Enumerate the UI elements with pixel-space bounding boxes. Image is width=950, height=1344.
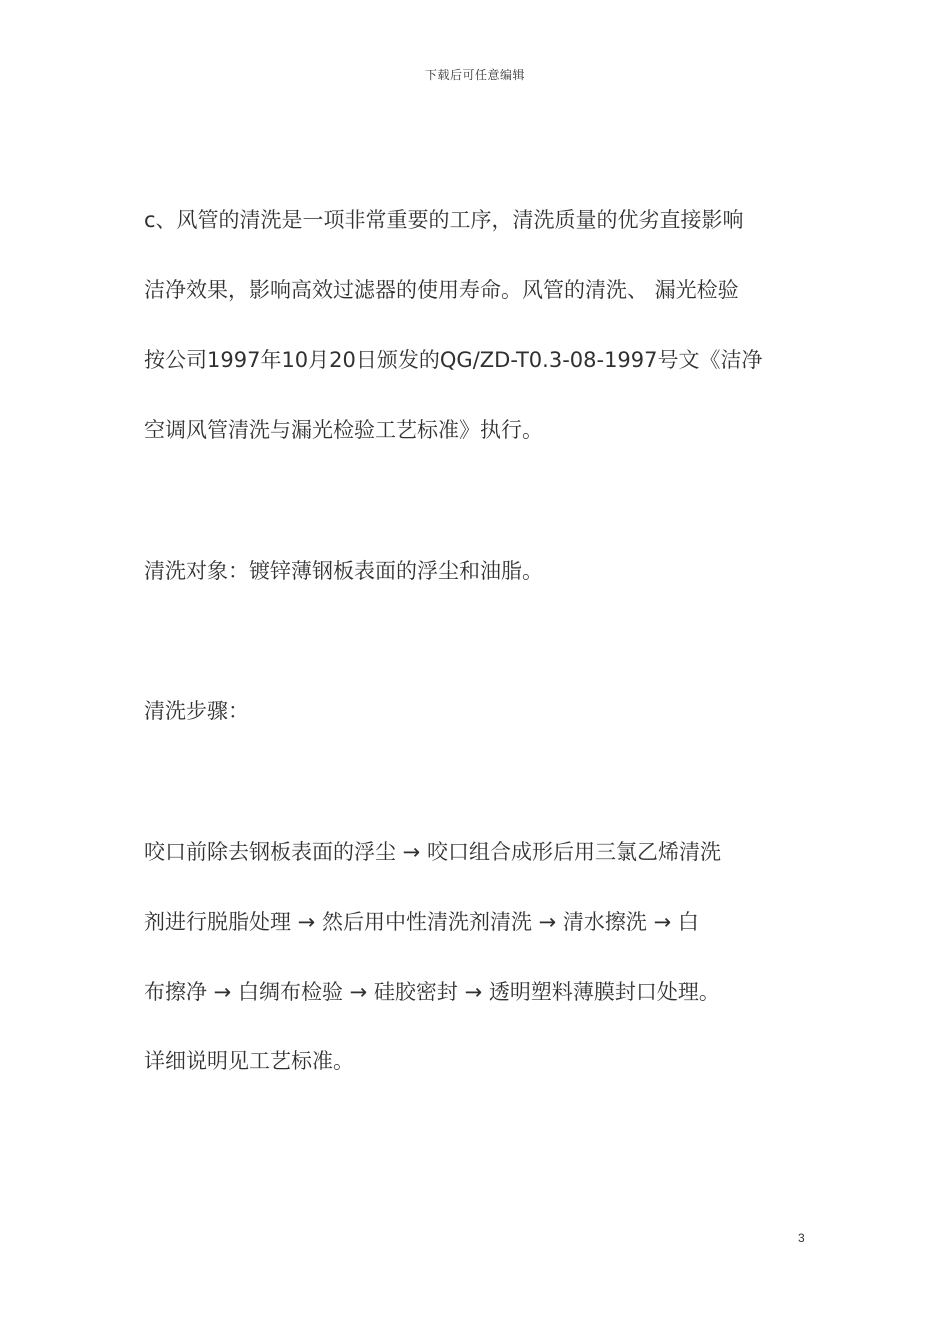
cleaning-steps-line-3: 布擦净 → 白绸布检验 → 硅胶密封 → 透明塑料薄膜封口处理。	[144, 980, 720, 1004]
cleaning-steps-line-2: 剂进行脱脂处理 → 然后用中性清洗剂清洗 → 清水擦洗 → 白	[144, 910, 699, 934]
cleaning-steps-line-4: 详细说明见工艺标准。	[144, 1049, 354, 1073]
paragraph-c-line-3: 按公司1997年10月20日颁发的QG/ZD-T0.3-08-1997号文《洁净	[144, 348, 763, 372]
paragraph-c-line-2: 洁净效果，影响高效过滤器的使用寿命。风管的清洗、 漏光检验	[144, 278, 739, 302]
cleaning-object: 清洗对象：镀锌薄钢板表面的浮尘和油脂。	[144, 559, 543, 583]
cleaning-steps-title: 清洗步骤：	[144, 699, 249, 723]
page-header: 下载后可任意编辑	[424, 68, 525, 82]
page-number: 3	[798, 1231, 805, 1245]
paragraph-c-line-4: 空调风管清洗与漏光检验工艺标准》执行。	[144, 418, 543, 442]
paragraph-c-line-1: c、风管的清洗是一项非常重要的工序，清洗质量的优劣直接影响	[144, 208, 744, 232]
cleaning-steps-line-1: 咬口前除去钢板表面的浮尘 → 咬口组合成形后用三氯乙烯清洗	[144, 840, 721, 864]
